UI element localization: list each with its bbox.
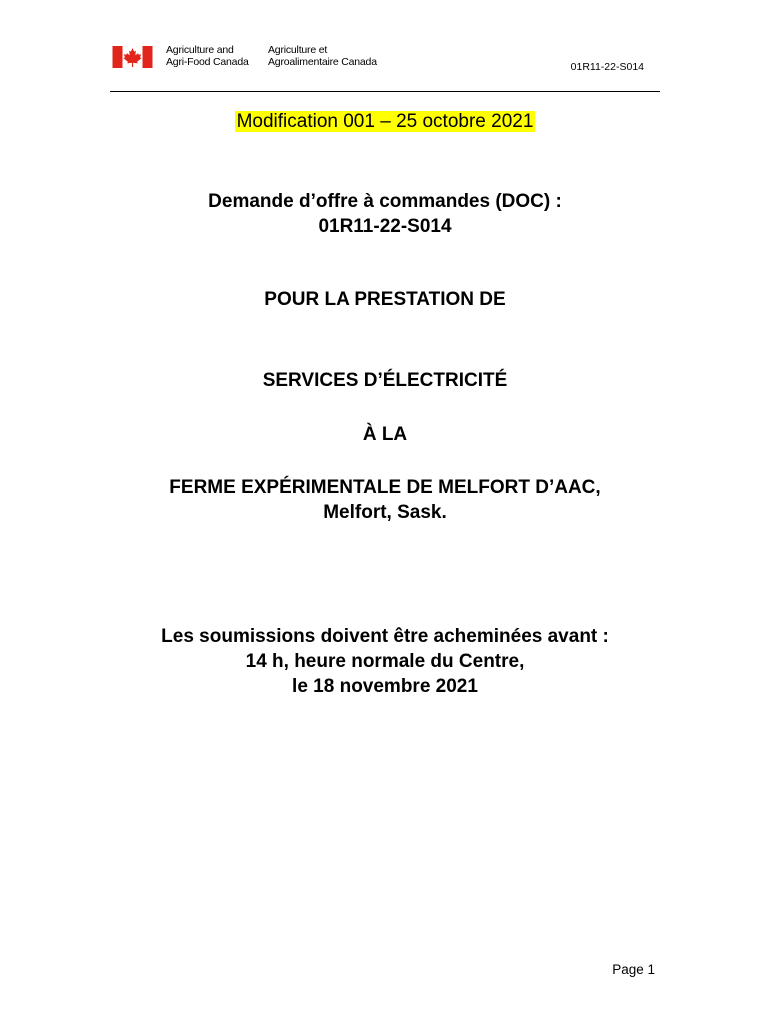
- modification-notice: [0, 111, 770, 133]
- purpose-heading: POUR LA PRESTATION DE: [264, 289, 506, 310]
- department-fr-line1: Agriculture et: [268, 44, 328, 56]
- page-number: Page 1: [612, 962, 655, 977]
- title-line1: Demande d’offre à commandes (DOC) :: [208, 191, 562, 212]
- department-name-french: [268, 44, 377, 68]
- location-line1: FERME EXPÉRIMENTALE DE MELFORT D’AAC,: [169, 477, 601, 498]
- department-en-line1: Agriculture and: [166, 44, 234, 56]
- document-reference: 01R11-22-S014: [570, 61, 644, 73]
- deadline-line2: 14 h, heure normale du Centre,: [245, 651, 525, 672]
- document-title: [0, 189, 770, 239]
- page-header: [0, 0, 770, 92]
- department-fr-line2: Agroalimentaire Canada: [268, 56, 377, 68]
- title-line2: 01R11-22-S014: [318, 216, 452, 237]
- modification-text: Modification 001 – 25 octobre 2021: [236, 111, 534, 132]
- deadline-line3: le 18 novembre 2021: [292, 676, 478, 697]
- department-en-line2: Agri-Food Canada: [166, 56, 249, 68]
- deadline-line1: Les soumissions doivent être acheminées avant :: [161, 626, 609, 647]
- canada-flag-icon: [112, 46, 153, 68]
- services-heading: SERVICES D’ÉLECTRICITÉ: [262, 370, 508, 391]
- deadline-notice: [0, 624, 770, 699]
- header-divider: [110, 91, 660, 92]
- preposition-heading: À LA: [362, 424, 408, 445]
- location-heading: [0, 475, 770, 525]
- department-name-english: [166, 44, 249, 68]
- location-line2: Melfort, Sask.: [323, 502, 447, 523]
